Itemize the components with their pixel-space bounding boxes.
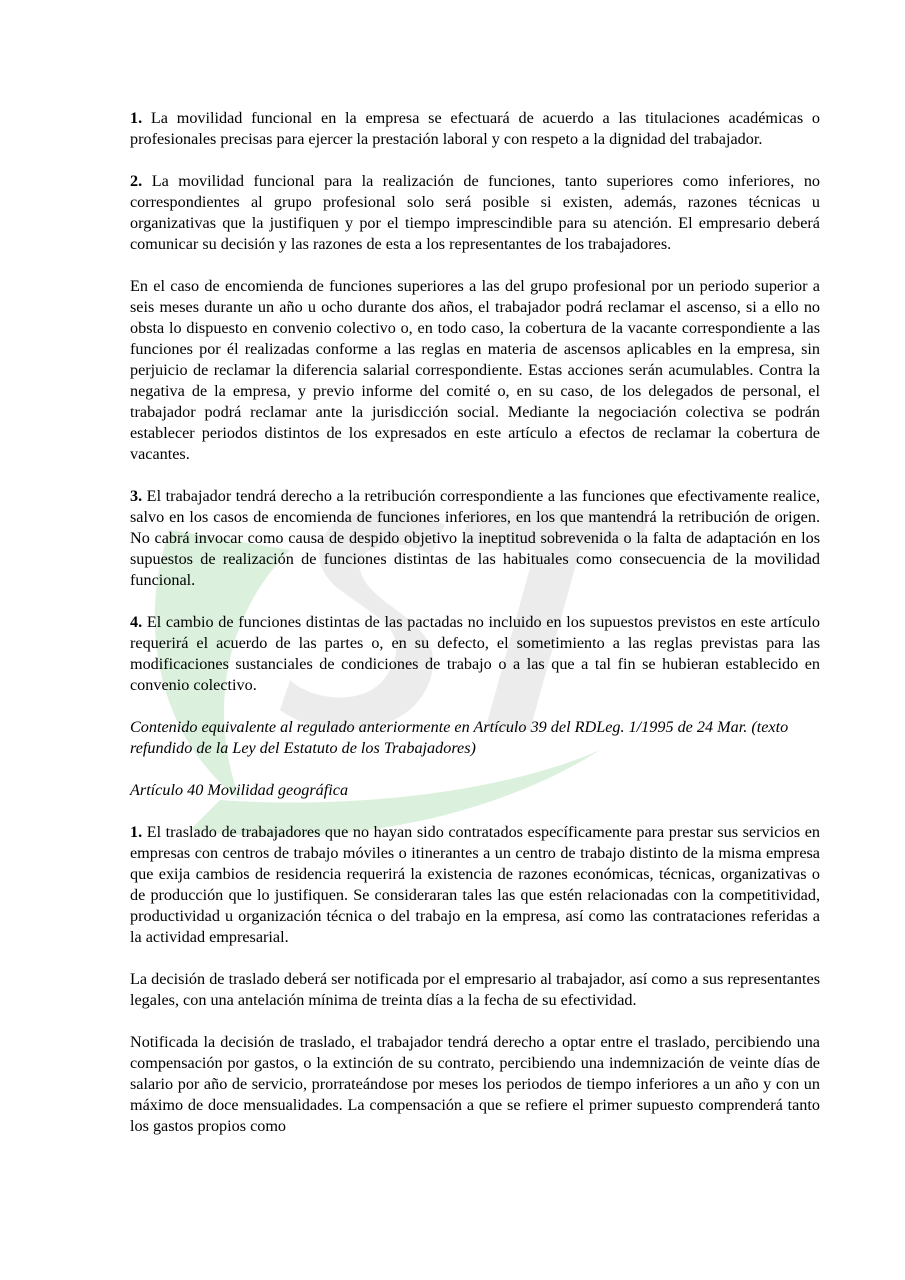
- paragraph-text: En el caso de encomienda de funciones superiores a las del grupo profesional por un periodo superior a seis meses durante un año u ocho durante dos años, el trabajador podrá reclamar el ascenso, si a ello no obsta lo dispuesto en convenio colectivo o, en todo caso, la cobertura de la vacante correspondiente a las funciones por él realizadas conforme a las reglas en materia de ascensos aplicables en la empresa, sin perjuicio de reclamar la diferencia salarial correspondiente. Estas acciones serán acumulables. Contra la negativa de la empresa, y previo informe del comité o, en su caso, de los delegados de personal, el trabajador podrá reclamar ante la jurisdicción social. Mediante la negociación colectiva se podrán establecer periodos distintos de los expresados en este artículo a efectos de reclamar la cobertura de vacantes.: [130, 277, 820, 463]
- paragraph-number: 1.: [130, 823, 143, 841]
- paragraph-text: Notificada la decisión de traslado, el trabajador tendrá derecho a optar entre el traslado, percibiendo una compensación por gastos, o la extinción de su contrato, percibiendo una indemnización de veinte días de salario por año de servicio, prorrateándose por meses los periodos de tiempo inferiores a un año y con un máximo de doce mensualidades. La compensación a que se refiere el primer supuesto comprenderá tanto los gastos propios como: [130, 1033, 820, 1135]
- equivalence-note: Contenido equivalente al regulado anteriormente en Artículo 39 del RDLeg. 1/1995 de 24 Mar. (texto refundido de la Ley del Estatuto de los Trabajadores): [130, 718, 789, 757]
- paragraph-number: 4.: [130, 613, 143, 631]
- paragraph-3: [130, 486, 820, 591]
- paragraph-text: El trabajador tendrá derecho a la retribución correspondiente a las funciones que efectivamente realice, salvo en los casos de encomienda de funciones inferiores, en los que mantendrá la retribución de origen. No cabrá invocar como causa de despido objetivo la ineptitud sobrevenida o la falta de adaptación en los supuestos de realización de funciones distintas de las habituales como consecuencia de la movilidad funcional.: [130, 487, 820, 589]
- paragraph-text: La movilidad funcional en la empresa se efectuará de acuerdo a las titulaciones académicas o profesionales precisas para ejercer la prestación laboral y con respeto a la dignidad del trabajador.: [130, 109, 820, 148]
- paragraph-text: La movilidad funcional para la realización de funciones, tanto superiores como inferiores, no correspondientes al grupo profesional solo será posible si existen, además, razones técnicas u organizativas que la justifiquen y por el tiempo imprescindible para su atención. El empresario deberá comunicar su decisión y las razones de esta a los representantes de los trabajadores.: [130, 172, 820, 253]
- paragraph-text: El cambio de funciones distintas de las pactadas no incluido en los supuestos previstos en este artículo requerirá el acuerdo de las partes o, en su defecto, el sometimiento a las reglas previstas para las modificaciones sustanciales de condiciones de trabajo o a las que a tal fin se hubieran establecido en convenio colectivo.: [130, 613, 820, 694]
- paragraph-number: 1.: [130, 109, 143, 127]
- paragraph-2-continued: [130, 276, 820, 465]
- article-heading: Artículo 40 Movilidad geográfica: [130, 781, 349, 799]
- paragraph-text: El traslado de trabajadores que no hayan sido contratados específicamente para prestar sus servicios en empresas con centros de trabajo móviles o itinerantes a un centro de trabajo distinto de la misma empresa que exija cambios de residencia requerirá la existencia de razones económicas, técnicas, organizativas o de producción que lo justifiquen. Se consideraran tales las que estén relacionadas con la competitividad, productividad u organización técnica o del trabajo en la empresa, así como las contrataciones referidas a la actividad empresarial.: [130, 823, 820, 946]
- paragraph-number: 2.: [130, 172, 143, 190]
- article-paragraph-1: [130, 822, 820, 948]
- paragraph-text: La decisión de traslado deberá ser notificada por el empresario al trabajador, así como a sus representantes legales, con una antelación mínima de treinta días a la fecha de su efectividad.: [130, 970, 820, 1009]
- paragraph-2: [130, 171, 820, 255]
- paragraph-4: [130, 612, 820, 696]
- article-paragraph-notification: [130, 969, 820, 1011]
- paragraph-number: 3.: [130, 487, 143, 505]
- document-body: [130, 108, 820, 1158]
- article-paragraph-options: [130, 1032, 820, 1137]
- paragraph-1: [130, 108, 820, 150]
